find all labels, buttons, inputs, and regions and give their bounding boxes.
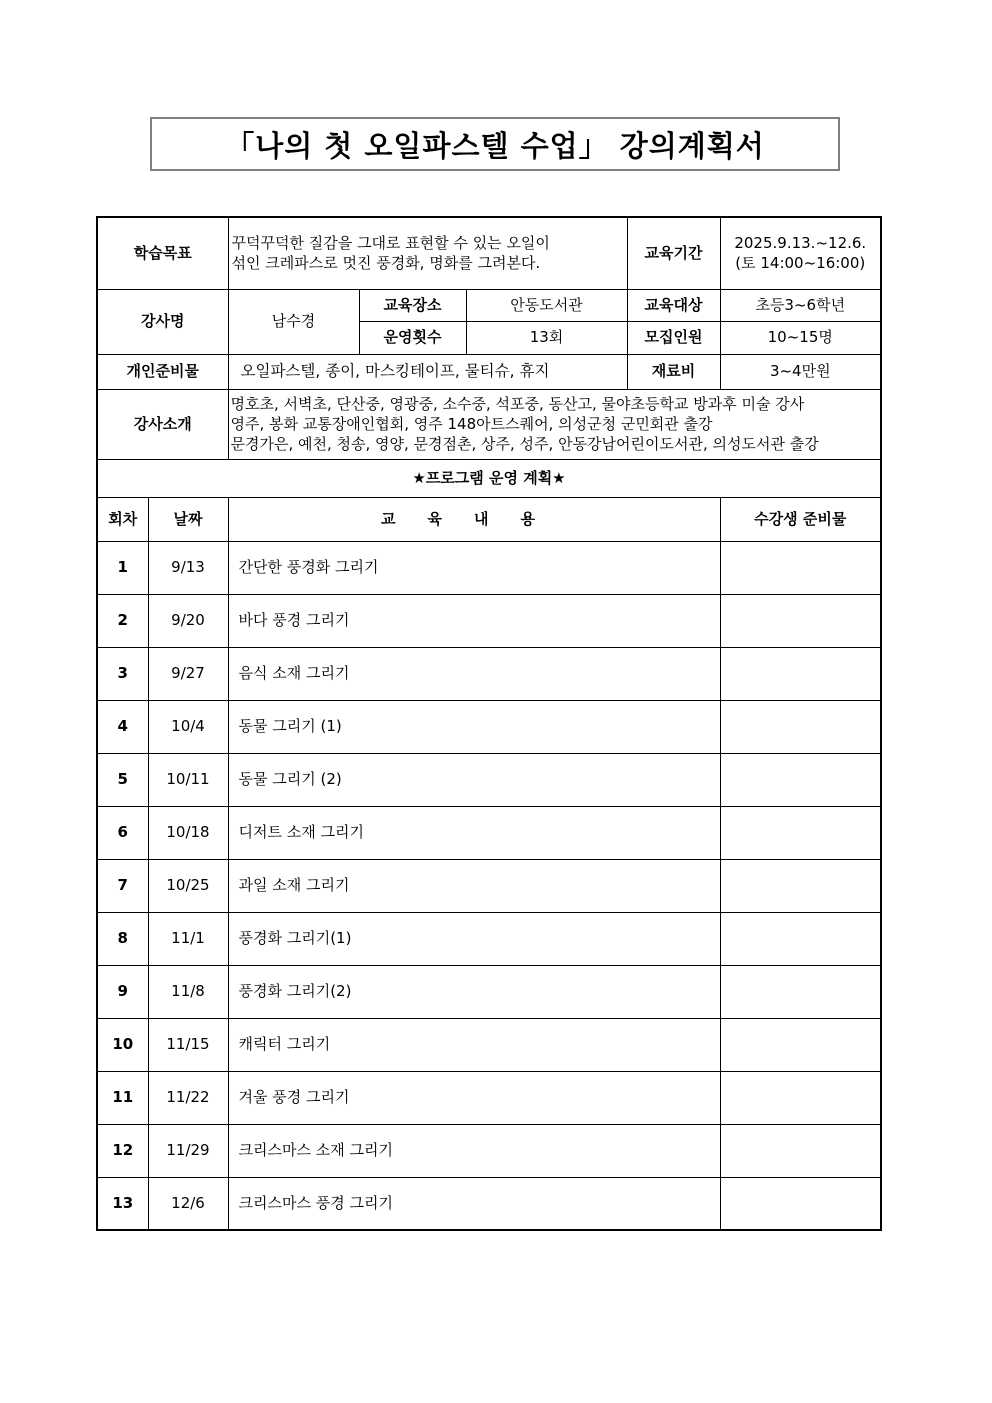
content-cell: 음식 소재 그리기: [228, 647, 720, 700]
content-cell: 크리스마스 풍경 그리기: [228, 1177, 720, 1230]
header-round: 회차: [97, 497, 148, 541]
sessions-value: 13회: [466, 321, 627, 354]
prep-cell: [720, 541, 881, 594]
header-date: 날짜: [148, 497, 228, 541]
table-row: [97, 1124, 881, 1177]
content-cell: 간단한 풍경화 그리기: [228, 541, 720, 594]
round-cell: 11: [97, 1071, 148, 1124]
date-cell: 10/11: [148, 753, 228, 806]
table-row: [97, 912, 881, 965]
instructor-name: 남수경: [228, 289, 359, 354]
table-row: [97, 647, 881, 700]
document-title: 「나의 첫 오일파스텔 수업」 강의계획서: [150, 117, 840, 171]
content-cell: 동물 그리기 (1): [228, 700, 720, 753]
prep-cell: [720, 1071, 881, 1124]
table-row: [97, 541, 881, 594]
fee-label: 재료비: [627, 354, 720, 389]
target-value: 초등3~6학년: [720, 289, 881, 321]
date-cell: 11/15: [148, 1018, 228, 1071]
prep-cell: [720, 700, 881, 753]
table-row: [97, 753, 881, 806]
round-cell: 3: [97, 647, 148, 700]
instructor-row: [97, 289, 881, 321]
round-cell: 7: [97, 859, 148, 912]
round-cell: 9: [97, 965, 148, 1018]
place-label: 교육장소: [359, 289, 466, 321]
table-row: [97, 1018, 881, 1071]
date-cell: 12/6: [148, 1177, 228, 1230]
round-cell: 4: [97, 700, 148, 753]
lecture-plan-table: [96, 216, 882, 1231]
table-row: [97, 965, 881, 1018]
round-cell: 13: [97, 1177, 148, 1230]
content-cell: 바다 풍경 그리기: [228, 594, 720, 647]
period-time: (토 14:00~16:00): [735, 254, 866, 273]
goal-line-2: 섞인 크레파스로 멋진 풍경화, 명화를 그려본다.: [231, 254, 541, 273]
program-rows: [97, 541, 881, 1230]
prep-cell: [720, 965, 881, 1018]
date-cell: 10/4: [148, 700, 228, 753]
intro-line-3: 문경가은, 예천, 청송, 영양, 문경점촌, 상주, 성주, 안동강남어린이도서관, 의성도서관 출강: [230, 435, 819, 454]
date-cell: 10/18: [148, 806, 228, 859]
prep-cell: [720, 1018, 881, 1071]
table-row: [97, 1177, 881, 1230]
table-row: [97, 1071, 881, 1124]
date-cell: 11/1: [148, 912, 228, 965]
date-cell: 11/22: [148, 1071, 228, 1124]
intro-text: [228, 389, 881, 459]
round-cell: 10: [97, 1018, 148, 1071]
goal-row: [97, 217, 881, 289]
prep-cell: [720, 806, 881, 859]
recruit-value: 10~15명: [720, 321, 881, 354]
target-label: 교육대상: [627, 289, 720, 321]
content-cell: 풍경화 그리기(2): [228, 965, 720, 1018]
prep-cell: [720, 594, 881, 647]
intro-row: [97, 389, 881, 459]
content-cell: 캐릭터 그리기: [228, 1018, 720, 1071]
period-label: 교육기간: [627, 217, 720, 289]
content-cell: 디저트 소재 그리기: [228, 806, 720, 859]
prep-cell: [720, 647, 881, 700]
content-cell: 동물 그리기 (2): [228, 753, 720, 806]
date-cell: 10/25: [148, 859, 228, 912]
table-row: [97, 806, 881, 859]
fee-value: 3~4만원: [720, 354, 881, 389]
goal-text: [228, 217, 627, 289]
instructor-label: 강사명: [97, 289, 228, 354]
round-cell: 1: [97, 541, 148, 594]
prep-cell: [720, 753, 881, 806]
goal-line-1: 꾸덕꾸덕한 질감을 그대로 표현할 수 있는 오일이: [231, 234, 550, 252]
intro-line-2: 영주, 봉화 교통장애인협회, 영주 148아트스퀘어, 의성군청 군민회관 출강: [230, 414, 713, 433]
prep-cell: [720, 1177, 881, 1230]
intro-line-1: 명호초, 서벽초, 단산중, 영광중, 소수중, 석포중, 동산고, 물야초등학교 방과후 미술 강사: [230, 394, 805, 413]
supplies-label: 개인준비물: [97, 354, 228, 389]
goal-label: 학습목표: [97, 217, 228, 289]
date-cell: 11/8: [148, 965, 228, 1018]
period-value: [720, 217, 881, 289]
period-dates: 2025.9.13.~12.6.: [734, 234, 867, 252]
date-cell: 11/29: [148, 1124, 228, 1177]
round-cell: 5: [97, 753, 148, 806]
header-prep: 수강생 준비물: [720, 497, 881, 541]
prep-cell: [720, 912, 881, 965]
round-cell: 8: [97, 912, 148, 965]
supplies-row: [97, 354, 881, 389]
content-cell: 풍경화 그리기(1): [228, 912, 720, 965]
round-cell: 12: [97, 1124, 148, 1177]
content-cell: 크리스마스 소재 그리기: [228, 1124, 720, 1177]
header-content: 교육내용: [228, 497, 720, 541]
table-row: [97, 700, 881, 753]
table-row: [97, 859, 881, 912]
content-cell: 과일 소재 그리기: [228, 859, 720, 912]
table-row: [97, 594, 881, 647]
date-cell: 9/20: [148, 594, 228, 647]
supplies-value: 오일파스텔, 종이, 마스킹테이프, 물티슈, 휴지: [228, 354, 627, 389]
intro-label: 강사소개: [97, 389, 228, 459]
round-cell: 2: [97, 594, 148, 647]
round-cell: 6: [97, 806, 148, 859]
prep-cell: [720, 859, 881, 912]
program-header-row: [97, 497, 881, 541]
program-section-row: [97, 459, 881, 497]
content-cell: 겨울 풍경 그리기: [228, 1071, 720, 1124]
sessions-label: 운영횟수: [359, 321, 466, 354]
program-section-title: ★프로그램 운영 계획★: [97, 459, 881, 497]
date-cell: 9/13: [148, 541, 228, 594]
prep-cell: [720, 1124, 881, 1177]
date-cell: 9/27: [148, 647, 228, 700]
recruit-label: 모집인원: [627, 321, 720, 354]
place-value: 안동도서관: [466, 289, 627, 321]
